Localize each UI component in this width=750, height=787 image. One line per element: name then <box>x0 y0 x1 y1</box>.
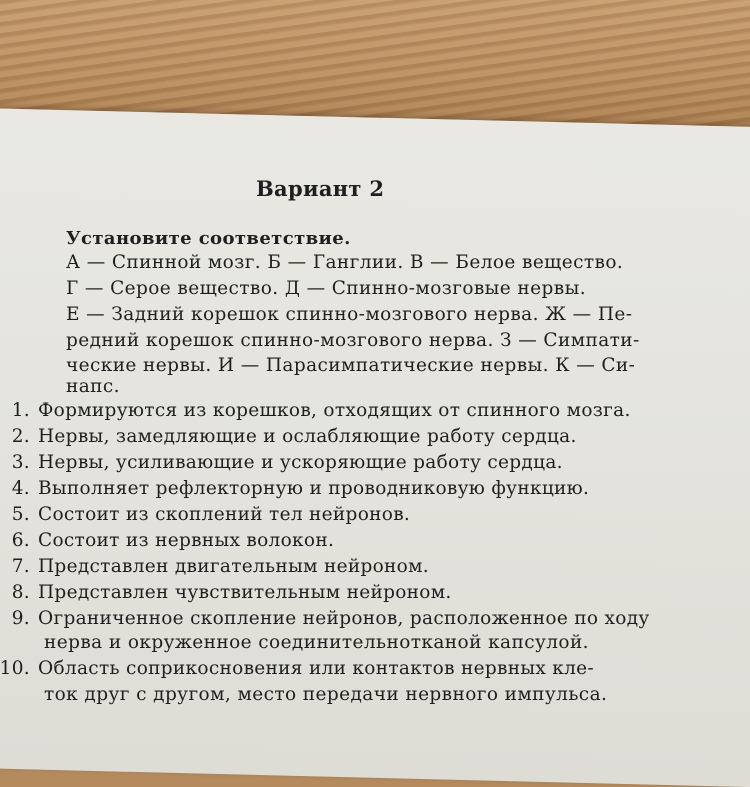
item-number: 9. <box>11 608 30 629</box>
definitions-line: Е — Задний корешок спинно-мозгового нерва. Ж — Пе- <box>66 304 633 325</box>
item-number: 1. <box>11 400 30 421</box>
item-number: 6. <box>11 530 30 551</box>
item-text: Представлен чувствительным нейроном. <box>38 582 452 603</box>
item-text: Представлен двигательным нейроном. <box>38 556 429 577</box>
item-text: Ограниченное скопление нейронов, расположенное по ходу <box>38 608 650 629</box>
list-item <box>0 658 594 679</box>
task-instruction: Установите соответствие. <box>66 228 351 249</box>
definitions-line: А — Спинной мозг. Б — Ганглии. В — Белое вещество. <box>66 252 624 273</box>
item-number: 8. <box>11 582 30 603</box>
definitions-line: ческие нервы. И — Парасимпатические нервы. К — Си- <box>66 355 636 376</box>
list-item <box>0 530 334 551</box>
list-item <box>0 582 452 603</box>
item-number: 5. <box>11 504 30 525</box>
list-item <box>0 452 563 473</box>
list-item <box>0 478 589 499</box>
item-number: 4. <box>11 478 30 499</box>
variant-title: Вариант 2 <box>256 176 385 201</box>
item-number: 7. <box>11 556 30 577</box>
definitions-line: редний корешок спинно-мозгового нерва. З — Симпати- <box>66 330 640 351</box>
item-text: Состоит из скоплений тел нейронов. <box>38 504 411 525</box>
item-text: Формируются из корешков, отходящих от спинного мозга. <box>38 400 631 421</box>
item-number: 10. <box>0 658 30 679</box>
item-continuation: ток друг с другом, место передачи нервного импульса. <box>44 684 608 705</box>
item-text: Состоит из нервных волокон. <box>38 530 335 551</box>
item-number: 3. <box>11 452 30 473</box>
item-text: Выполняет рефлекторную и проводниковую функцию. <box>38 478 590 499</box>
item-text: Нервы, усиливающие и ускоряющие работу сердца. <box>38 452 563 473</box>
list-item <box>0 556 429 577</box>
item-text: Область соприкосновения или контактов нервных кле- <box>38 658 594 679</box>
list-item <box>0 608 650 629</box>
definitions-line: Г — Серое вещество. Д — Спинно-мозговые нервы. <box>66 278 586 299</box>
item-continuation: нерва и окруженное соединительнотканой капсулой. <box>44 632 589 653</box>
item-number: 2. <box>11 426 30 447</box>
definitions-line: напс. <box>66 376 120 397</box>
list-item <box>0 504 410 525</box>
list-item <box>0 426 577 447</box>
list-item <box>0 400 631 421</box>
item-text: Нервы, замедляющие и ослабляющие работу сердца. <box>38 426 577 447</box>
